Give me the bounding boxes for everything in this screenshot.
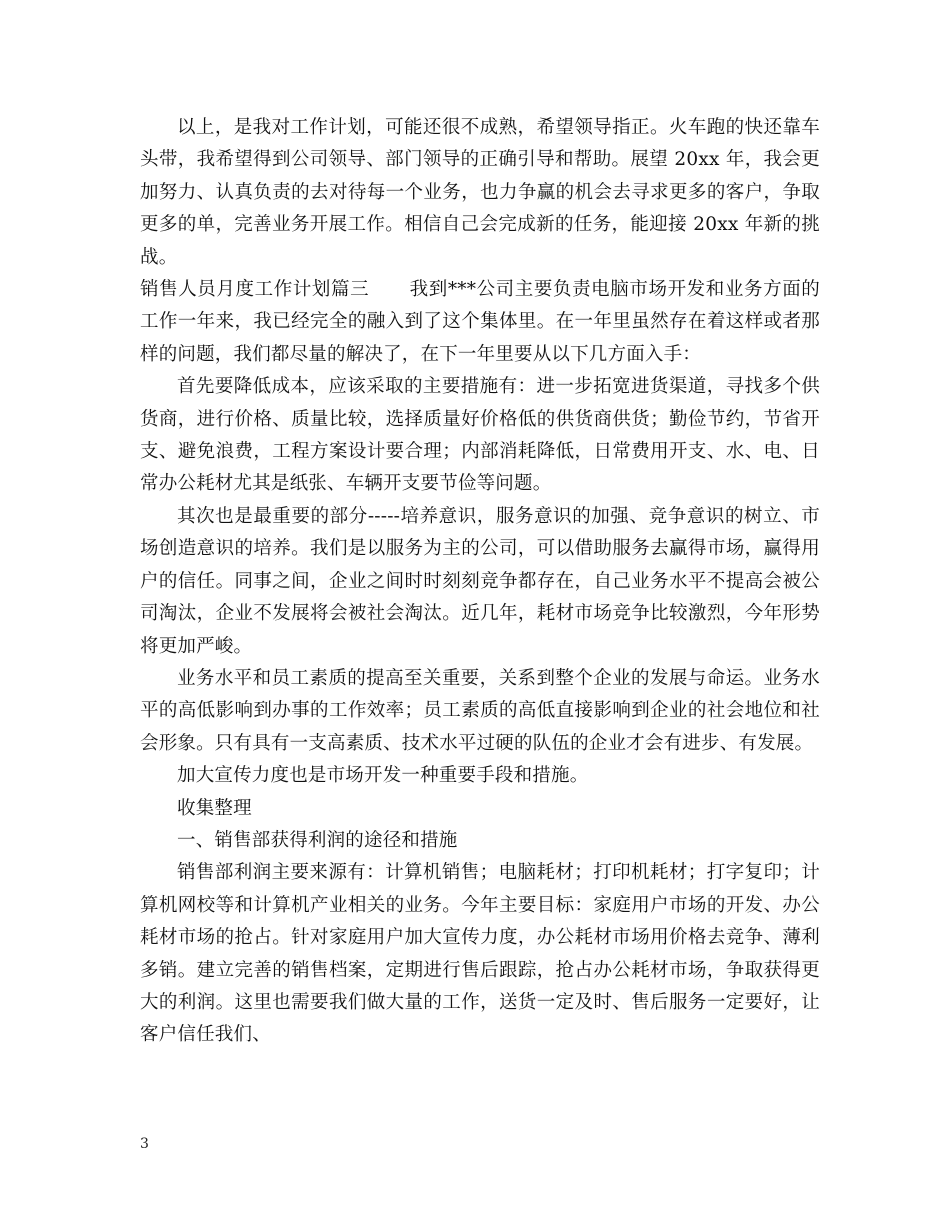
paragraph-reduce-cost: 首先要降低成本，应该采取的主要措施有：进一步拓宽进货渠道，寻找多个供货商，进行价格、质量比较，选择质量好价格低的供货商供货；勤俭节约，节省开支、避免浪费，工程方案设计要合理；内部消耗降低，日常费用开支、水、电、日常办公耗材尤其是纸张、车辆开支要节俭等问题。 bbox=[140, 376, 820, 495]
paragraph-section-three-intro bbox=[140, 274, 820, 371]
section-heading: 销售人员月度工作计划篇三 bbox=[140, 279, 370, 301]
section-intro-text: 我到***公司主要负责电脑市场开发和业务方面的工作一年来，我已经完全的融入到了这个集体里。在一年里虽然存在着这样或者那样的问题，我们都尽量的解决了，在下一年里要从以下几方面入手： bbox=[140, 279, 820, 365]
paragraph-collected: 收集整理 bbox=[177, 797, 252, 819]
paragraph-subheading-profit: 一、销售部获得利润的途径和措施 bbox=[177, 829, 458, 851]
paragraph-promotion: 加大宣传力度也是市场开发一种重要手段和措施。 bbox=[177, 765, 589, 787]
paragraph-staff-quality: 业务水平和员工素质的提高至关重要，关系到整个企业的发展与命运。业务水平的高低影响到办事的工作效率；员工素质的高低直接影响到企业的社会地位和社会形象。只有具有一支高素质、技术水平过硬的队伍的企业才会有进步、有发展。 bbox=[140, 667, 820, 754]
paragraph-conclusion: 以上，是我对工作计划，可能还很不成熟，希望领导指正。火车跑的快还靠车头带，我希望得到公司领导、部门领导的正确引导和帮助。展望 20xx 年，我会更加努力、认真负责的去对待每一个业务，也力争赢的机会去寻求更多的客户，争取更多的单，完善业务开展工作。相信自己会完成新的任务，能迎接 20xx 年新的挑战。 bbox=[140, 117, 820, 268]
paragraph-awareness: 其次也是最重要的部分-----培养意识，服务意识的加强、竞争意识的树立、市场创造意识的培养。我们是以服务为主的公司，可以借助服务去赢得市场，赢得用户的信任。同事之间，企业之间时时刻刻竞争都存在，自己业务水平不提高会被公司淘汰，企业不发展将会被社会淘汰。近几年，耗材市场竞争比较激烈，今年形势将更加严峻。 bbox=[140, 505, 820, 657]
page-number: 3 bbox=[140, 1136, 149, 1152]
paragraph-profit-sources: 销售部利润主要来源有：计算机销售；电脑耗材；打印机耗材；打字复印；计算机网校等和计算机产业相关的业务。今年主要目标：家庭用户市场的开发、办公耗材市场的抢占。针对家庭用户加大宣传力度，办公耗材市场用价格去竞争、薄利多销。建立完善的销售档案，定期进行售后跟踪，抢占办公耗材市场，争取获得更大的利润。这里也需要我们做大量的工作，送货一定及时、售后服务一定要好，让客户信任我们、 bbox=[140, 862, 820, 1046]
document-body bbox=[140, 112, 820, 1052]
